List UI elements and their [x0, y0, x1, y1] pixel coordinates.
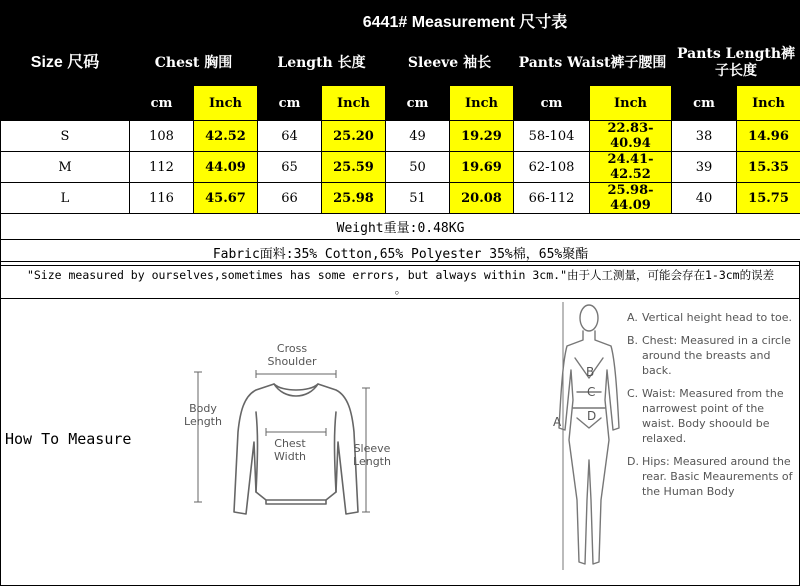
body-label-d: D — [587, 410, 596, 423]
sleeve-cm-cell: 50 — [386, 152, 450, 183]
unit-inch: Inch — [322, 86, 386, 121]
pants-length-header: Pants Length裤子长度 — [672, 41, 800, 86]
pants-length-cm-cell: 40 — [672, 183, 737, 214]
waist-cm-cell: 66-112 — [514, 183, 590, 214]
waist-cm-cell: 58-104 — [514, 121, 590, 152]
fabric-text: Fabric面料:35% Cotton,65% Polyester 35%棉，65%聚酯 — [1, 240, 800, 266]
measurement-legend — [627, 310, 797, 507]
pants-length-cm-cell: 39 — [672, 152, 737, 183]
note-line-1: "Size measured by ourselves,sometimes has some errors, but always within 3cm."由于人工测量，可能会存在1-3cm的误差 — [1, 268, 800, 282]
how-to-measure-label: How To Measure — [5, 430, 131, 448]
length-header: Length 长度 — [258, 41, 386, 86]
waist-inch-cell: 22.83-40.94 — [590, 121, 672, 152]
table-title: 6441# Measurement 尺寸表 — [130, 1, 800, 41]
cross-shoulder-label: Cross Shoulder — [257, 342, 327, 368]
length-cm-cell: 66 — [258, 183, 322, 214]
size-cell: M — [1, 152, 130, 183]
size-header: Size 尺码 — [1, 1, 130, 121]
table-row — [1, 152, 800, 183]
legend-item: B. Chest: Measured in a circle around the breasts and back. — [627, 333, 797, 378]
unit-cm: cm — [130, 86, 194, 121]
body-label-c: C — [587, 386, 595, 399]
unit-cm: cm — [386, 86, 450, 121]
unit-inch: Inch — [737, 86, 800, 121]
chest-header: Chest 胸围 — [130, 41, 258, 86]
weight-row — [1, 214, 800, 240]
chest-inch-cell: 45.67 — [194, 183, 258, 214]
table-row — [1, 183, 800, 214]
legend-item: D. Hips: Measured around the rear. Basic Meaurements of the Human Body — [627, 454, 797, 499]
size-cell: L — [1, 183, 130, 214]
pants-length-inch-cell: 15.75 — [737, 183, 800, 214]
length-inch-cell: 25.59 — [322, 152, 386, 183]
unit-cm: cm — [258, 86, 322, 121]
sleeve-cm-cell: 51 — [386, 183, 450, 214]
note-line-2: 。 — [1, 282, 800, 296]
table-row — [1, 121, 800, 152]
chest-inch-cell: 42.52 — [194, 121, 258, 152]
chest-cm-cell: 112 — [130, 152, 194, 183]
pants-length-cm-cell: 38 — [672, 121, 737, 152]
legend-item: C. Waist: Measured from the narrowest point of the waist. Body shoould be relaxed. — [627, 386, 797, 446]
sleeve-cm-cell: 49 — [386, 121, 450, 152]
sleeve-header: Sleeve 袖长 — [386, 41, 514, 86]
unit-inch: Inch — [450, 86, 514, 121]
body-label-a: A — [553, 416, 561, 429]
chest-cm-cell: 116 — [130, 183, 194, 214]
body-diagram — [549, 300, 629, 582]
sleeve-inch-cell: 19.29 — [450, 121, 514, 152]
length-inch-cell: 25.98 — [322, 183, 386, 214]
length-inch-cell: 25.20 — [322, 121, 386, 152]
unit-inch: Inch — [590, 86, 672, 121]
legend-item: A. Vertical height head to toe. — [627, 310, 797, 325]
pants-length-inch-cell: 14.96 — [737, 121, 800, 152]
sleeve-length-label: Sleeve Length — [347, 442, 397, 468]
body-length-label: Body Length — [181, 402, 225, 428]
chest-width-label: Chest Width — [265, 437, 315, 463]
how-to-measure-panel — [0, 261, 800, 586]
unit-cm: cm — [672, 86, 737, 121]
length-cm-cell: 64 — [258, 121, 322, 152]
sleeve-inch-cell: 19.69 — [450, 152, 514, 183]
waist-cm-cell: 62-108 — [514, 152, 590, 183]
unit-cm: cm — [514, 86, 590, 121]
pants-length-inch-cell: 15.35 — [737, 152, 800, 183]
chest-cm-cell: 108 — [130, 121, 194, 152]
weight-text: Weight重量:0.48KG — [1, 214, 800, 240]
size-cell: S — [1, 121, 130, 152]
waist-inch-cell: 25.98-44.09 — [590, 183, 672, 214]
pants-waist-header: Pants Waist裤子腰围 — [514, 41, 672, 86]
sleeve-inch-cell: 20.08 — [450, 183, 514, 214]
body-label-b: B — [586, 366, 594, 379]
length-cm-cell: 65 — [258, 152, 322, 183]
waist-inch-cell: 24.41-42.52 — [590, 152, 672, 183]
unit-inch: Inch — [194, 86, 258, 121]
chest-inch-cell: 44.09 — [194, 152, 258, 183]
